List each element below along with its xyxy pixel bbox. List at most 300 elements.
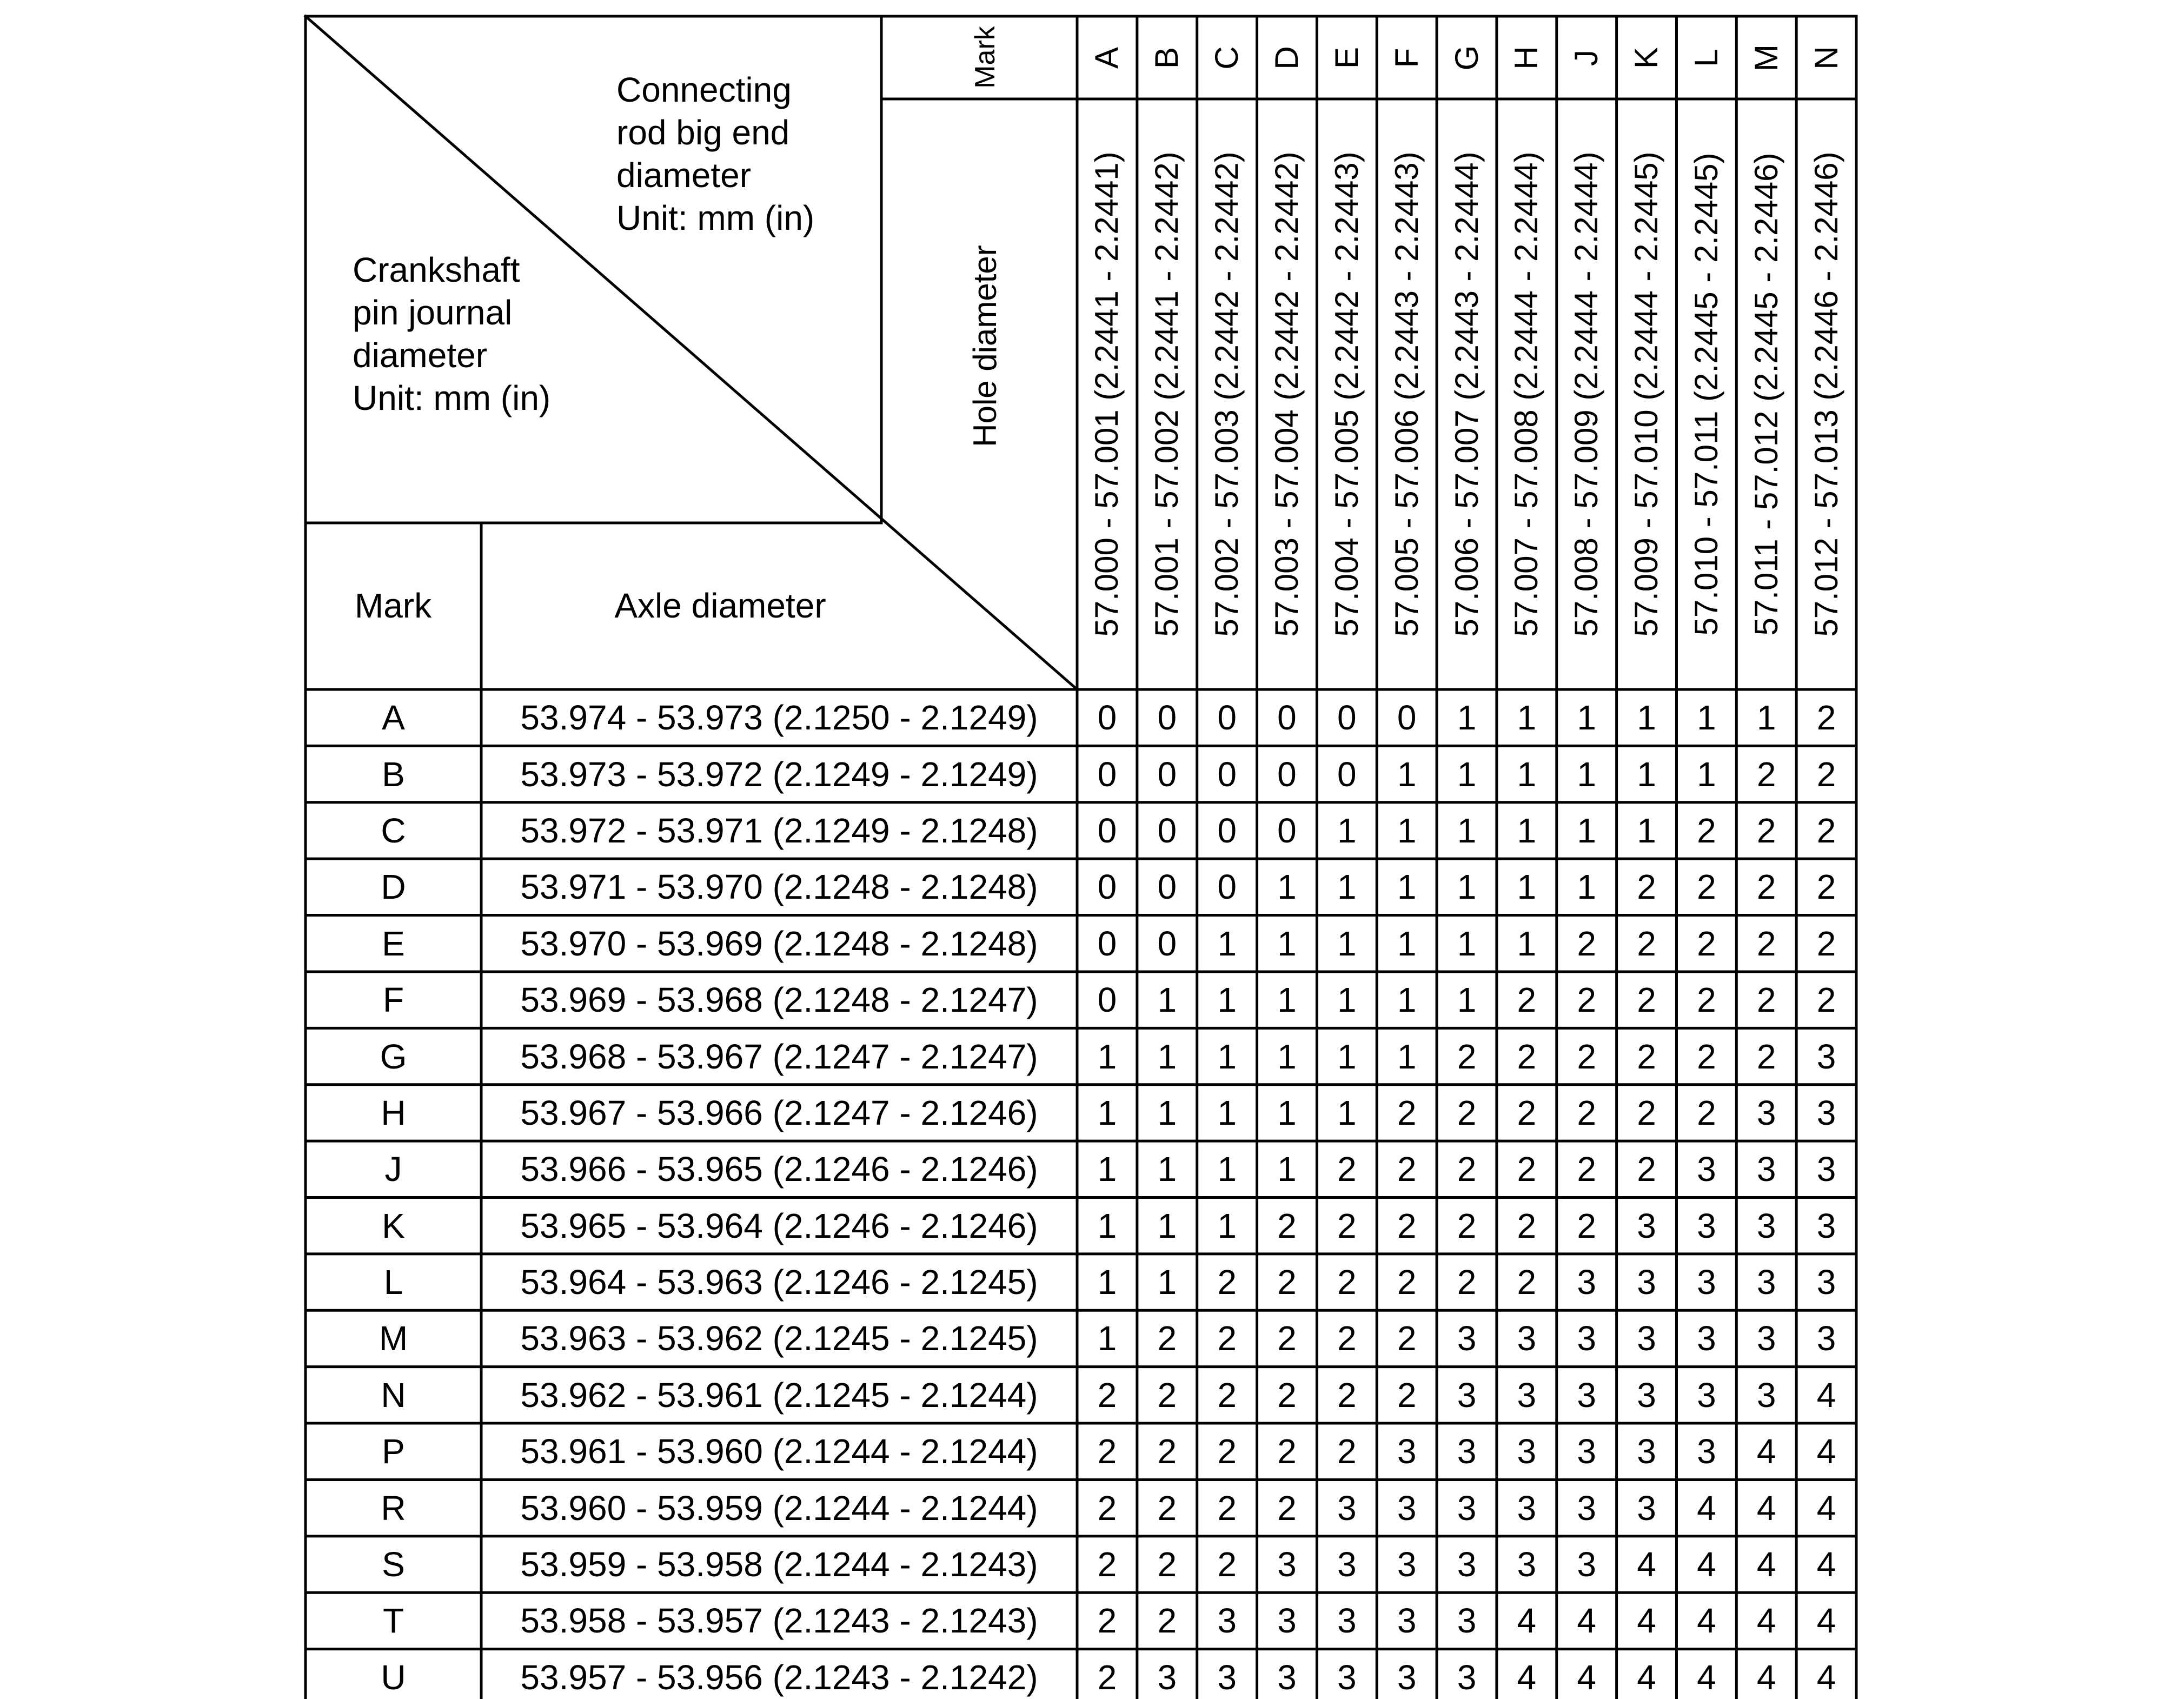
grade-cell: 3: [1157, 1657, 1177, 1697]
grade-cell: 1: [1157, 1037, 1177, 1076]
row-axle-diameter: 53.964 - 53.963 (2.1246 - 2.1245): [520, 1263, 1038, 1302]
grade-cell: 2: [1517, 1150, 1537, 1189]
grade-cell: 2: [1097, 1657, 1117, 1697]
grade-cell: 3: [1457, 1545, 1477, 1584]
grade-cell: 4: [1697, 1488, 1716, 1528]
grade-cell: 3: [1457, 1488, 1477, 1528]
grade-cell: 2: [1816, 867, 1836, 907]
grade-cell: 1: [1157, 980, 1177, 1020]
column-hole-diameter: 57.009 - 57.010 (2.2444 - 2.2445): [1628, 151, 1665, 637]
grade-cell: 3: [1277, 1657, 1297, 1697]
grade-cell: 2: [1217, 1319, 1237, 1358]
grade-cell: 2: [1816, 754, 1836, 794]
grade-cell: 3: [1397, 1488, 1417, 1528]
grade-cell: 0: [1217, 754, 1237, 794]
grade-cell: 4: [1816, 1657, 1836, 1697]
grade-cell: 1: [1577, 754, 1596, 794]
grade-cell: 2: [1697, 1037, 1716, 1076]
grade-cell: 1: [1397, 924, 1417, 963]
grade-cell: 1: [1397, 1037, 1417, 1076]
row-axle-diameter: 53.972 - 53.971 (2.1249 - 2.1248): [520, 811, 1038, 850]
grade-cell: 2: [1157, 1319, 1177, 1358]
grade-cell: 2: [1277, 1375, 1297, 1415]
grade-cell: 1: [1337, 980, 1357, 1020]
grade-cell: 1: [1756, 698, 1776, 738]
row-axle-diameter: 53.963 - 53.962 (2.1245 - 2.1245): [520, 1319, 1038, 1358]
grade-cell: 2: [1637, 1093, 1656, 1132]
grade-cell: 4: [1816, 1545, 1836, 1584]
column-hole-diameter: 57.002 - 57.003 (2.2442 - 2.2442): [1209, 151, 1245, 637]
grade-cell: 1: [1337, 811, 1357, 850]
row-mark: S: [382, 1545, 405, 1584]
grade-cell: 1: [1517, 924, 1537, 963]
grade-cell: 2: [1756, 924, 1776, 963]
column-hole-diameter: 57.010 - 57.011 (2.2445 - 2.2445): [1688, 152, 1724, 636]
grade-cell: 0: [1277, 698, 1297, 738]
grade-cell: 1: [1637, 698, 1656, 738]
grade-cell: 2: [1697, 980, 1716, 1020]
grade-cell: 1: [1097, 1263, 1117, 1302]
grade-cell: 1: [1217, 1206, 1237, 1245]
grade-cell: 1: [1097, 1319, 1117, 1358]
grade-cell: 2: [1816, 924, 1836, 963]
grade-cell: 0: [1217, 867, 1237, 907]
grade-cell: 0: [1157, 754, 1177, 794]
corner-upper-line-1: Connecting: [616, 70, 792, 109]
row-mark: F: [382, 980, 404, 1020]
row-axle-diameter: 53.967 - 53.966 (2.1247 - 2.1246): [520, 1093, 1038, 1132]
corner-upper-line-4: Unit: mm (in): [616, 198, 815, 237]
grade-cell: 2: [1756, 1037, 1776, 1076]
grade-cell: 2: [1397, 1375, 1417, 1415]
grade-cell: 1: [1097, 1037, 1117, 1076]
grade-cell: 2: [1217, 1263, 1237, 1302]
grade-cell: 3: [1577, 1319, 1596, 1358]
grade-cell: 3: [1517, 1545, 1537, 1584]
column-mark: E: [1328, 47, 1365, 69]
grade-cell: 1: [1217, 924, 1237, 963]
grade-cell: 2: [1457, 1093, 1477, 1132]
grade-cell: 2: [1397, 1093, 1417, 1132]
column-hole-diameter: 57.005 - 57.006 (2.2443 - 2.2443): [1388, 151, 1425, 637]
corner-lower-line-2: pin journal: [353, 293, 513, 332]
grade-cell: 1: [1457, 698, 1477, 738]
grade-cell: 2: [1517, 1206, 1537, 1245]
grade-cell: 3: [1756, 1206, 1776, 1245]
grade-cell: 2: [1277, 1263, 1297, 1302]
grade-cell: 3: [1816, 1150, 1836, 1189]
grade-cell: 3: [1577, 1545, 1596, 1584]
grade-cell: 0: [1157, 924, 1177, 963]
grade-cell: 2: [1577, 924, 1596, 963]
column-hole-diameter: 57.007 - 57.008 (2.2444 - 2.2444): [1508, 151, 1545, 637]
grade-cell: 2: [1637, 924, 1656, 963]
grade-cell: 2: [1397, 1206, 1417, 1245]
grade-cell: 3: [1337, 1545, 1357, 1584]
grade-cell: 2: [1756, 980, 1776, 1020]
row-axle-diameter: 53.957 - 53.956 (2.1243 - 2.1242): [520, 1657, 1038, 1697]
grade-cell: 3: [1697, 1375, 1716, 1415]
grade-cell: 4: [1517, 1657, 1537, 1697]
grade-cell: 3: [1697, 1319, 1716, 1358]
grade-cell: 1: [1397, 811, 1417, 850]
column-mark: L: [1688, 48, 1724, 67]
grade-cell: 4: [1816, 1432, 1836, 1471]
grade-cell: 2: [1337, 1432, 1357, 1471]
grade-cell: 2: [1277, 1432, 1297, 1471]
grade-cell: 0: [1337, 698, 1357, 738]
grade-cell: 2: [1517, 1263, 1537, 1302]
grade-cell: 2: [1517, 980, 1537, 1020]
grade-cell: 2: [1097, 1545, 1117, 1584]
row-mark: A: [382, 698, 405, 738]
grade-cell: 3: [1397, 1432, 1417, 1471]
grade-cell: 0: [1097, 754, 1117, 794]
grade-cell: 1: [1517, 754, 1537, 794]
grade-cell: 2: [1217, 1432, 1237, 1471]
grade-cell: 2: [1756, 867, 1776, 907]
column-hole-diameter: 57.012 - 57.013 (2.2446 - 2.2446): [1808, 151, 1844, 637]
grade-cell: 1: [1697, 698, 1716, 738]
row-mark: H: [381, 1093, 406, 1132]
grade-cell: 4: [1637, 1601, 1656, 1641]
grade-cell: 3: [1457, 1432, 1477, 1471]
grade-cell: 4: [1577, 1601, 1596, 1641]
grade-cell: 1: [1457, 867, 1477, 907]
column-mark: A: [1088, 47, 1125, 69]
grade-cell: 4: [1577, 1657, 1596, 1697]
grade-cell: 2: [1097, 1432, 1117, 1471]
grade-cell: 2: [1697, 924, 1716, 963]
grade-cell: 2: [1277, 1488, 1297, 1528]
grade-cell: 4: [1816, 1601, 1836, 1641]
grade-cell: 3: [1577, 1488, 1596, 1528]
grade-cell: 3: [1397, 1601, 1417, 1641]
row-mark: T: [382, 1601, 404, 1641]
grade-cell: 1: [1397, 754, 1417, 794]
grade-cell: 2: [1397, 1263, 1417, 1302]
grade-cell: 0: [1097, 980, 1117, 1020]
row-axle-diameter: 53.961 - 53.960 (2.1244 - 2.1244): [520, 1432, 1038, 1471]
grade-cell: 0: [1097, 811, 1117, 850]
grade-cell: 2: [1397, 1150, 1417, 1189]
grade-cell: 2: [1697, 867, 1716, 907]
corner-upper-line-2: rod big end: [616, 113, 790, 152]
corner-lower-label: [353, 249, 550, 420]
grade-cell: 3: [1397, 1545, 1417, 1584]
grade-cell: 3: [1637, 1319, 1656, 1358]
column-hole-diameter: 57.004 - 57.005 (2.2442 - 2.2443): [1328, 151, 1365, 637]
grade-cell: 3: [1756, 1093, 1776, 1132]
grade-cell: 1: [1277, 1093, 1297, 1132]
grade-cell: 1: [1457, 811, 1477, 850]
grade-cell: 4: [1756, 1488, 1776, 1528]
row-axle-diameter: 53.974 - 53.973 (2.1250 - 2.1249): [520, 698, 1038, 738]
grade-cell: 0: [1157, 698, 1177, 738]
grade-cell: 3: [1697, 1263, 1716, 1302]
grade-cell: 3: [1577, 1432, 1596, 1471]
grade-cell: 0: [1097, 867, 1117, 907]
grade-cell: 3: [1217, 1657, 1237, 1697]
grade-cell: 2: [1577, 1093, 1596, 1132]
grade-cell: 4: [1816, 1375, 1836, 1415]
grade-cell: 1: [1397, 867, 1417, 907]
axle-diameter-heading: Axle diameter: [614, 586, 826, 625]
grade-cell: 2: [1517, 1037, 1537, 1076]
grade-cell: 2: [1457, 1263, 1477, 1302]
row-axle-diameter: 53.960 - 53.959 (2.1244 - 2.1244): [520, 1488, 1038, 1528]
grade-cell: 0: [1217, 698, 1237, 738]
grade-cell: 2: [1157, 1488, 1177, 1528]
grade-cell: 3: [1756, 1150, 1776, 1189]
grade-cell: 4: [1517, 1601, 1537, 1641]
grade-cell: 3: [1816, 1263, 1836, 1302]
grade-cell: 3: [1577, 1375, 1596, 1415]
grade-cell: 2: [1637, 980, 1656, 1020]
column-mark: N: [1808, 45, 1844, 70]
column-mark-heading: Mark: [970, 26, 1001, 89]
grade-cell: 2: [1816, 811, 1836, 850]
grade-cell: 1: [1337, 867, 1357, 907]
row-axle-diameter: 53.962 - 53.961 (2.1245 - 2.1244): [520, 1375, 1038, 1415]
grade-cell: 0: [1277, 754, 1297, 794]
grade-cell: 1: [1277, 867, 1297, 907]
column-hole-diameter: 57.000 - 57.001 (2.2441 - 2.2441): [1088, 151, 1125, 637]
grade-cell: 1: [1337, 1037, 1357, 1076]
grade-cell: 4: [1697, 1601, 1716, 1641]
grade-cell: 2: [1157, 1432, 1177, 1471]
grade-cell: 2: [1457, 1206, 1477, 1245]
column-hole-diameter: 57.006 - 57.007 (2.2443 - 2.2444): [1448, 151, 1485, 637]
grade-cell: 2: [1097, 1375, 1117, 1415]
grade-cell: 4: [1637, 1657, 1656, 1697]
grade-cell: 3: [1756, 1375, 1776, 1415]
grade-cell: 0: [1097, 924, 1117, 963]
grade-cell: 3: [1816, 1037, 1836, 1076]
grade-cell: 4: [1756, 1601, 1776, 1641]
grade-cell: 2: [1337, 1319, 1357, 1358]
grade-cell: 1: [1637, 811, 1656, 850]
grade-cell: 2: [1337, 1206, 1357, 1245]
grade-cell: 2: [1097, 1601, 1117, 1641]
corner-lower-line-4: Unit: mm (in): [353, 379, 551, 417]
grade-cell: 2: [1217, 1488, 1237, 1528]
column-hole-diameter: 57.003 - 57.004 (2.2442 - 2.2442): [1268, 151, 1305, 637]
grade-cell: 1: [1157, 1263, 1177, 1302]
grade-cell: 1: [1277, 1150, 1297, 1189]
grade-cell: 1: [1097, 1093, 1117, 1132]
grade-cell: 2: [1097, 1488, 1117, 1528]
grade-cell: 2: [1277, 1206, 1297, 1245]
grade-cell: 2: [1637, 1037, 1656, 1076]
grade-cell: 2: [1517, 1093, 1537, 1132]
column-mark: C: [1209, 45, 1245, 70]
grade-cell: 2: [1457, 1037, 1477, 1076]
column-hole-diameter: 57.008 - 57.009 (2.2444 - 2.2444): [1568, 151, 1605, 637]
row-mark: B: [382, 754, 405, 794]
grade-cell: 1: [1337, 1093, 1357, 1132]
grade-cell: 1: [1097, 1150, 1117, 1189]
grade-cell: 4: [1756, 1657, 1776, 1697]
grade-cell: 3: [1457, 1657, 1477, 1697]
grade-cell: 3: [1457, 1601, 1477, 1641]
grade-cell: 3: [1697, 1206, 1716, 1245]
grade-cell: 3: [1756, 1263, 1776, 1302]
grade-cell: 2: [1577, 1206, 1596, 1245]
grade-cell: 1: [1217, 1150, 1237, 1189]
grade-cell: 2: [1637, 867, 1656, 907]
grade-cell: 1: [1157, 1150, 1177, 1189]
row-mark: J: [384, 1150, 402, 1189]
grade-cell: 2: [1637, 1150, 1656, 1189]
grade-cell: 3: [1517, 1375, 1537, 1415]
grade-cell: 2: [1577, 980, 1596, 1020]
grade-cell: 2: [1577, 1150, 1596, 1189]
corner-lower-line-3: diameter: [353, 336, 487, 375]
grade-cell: 3: [1816, 1093, 1836, 1132]
column-mark: F: [1388, 48, 1425, 68]
grade-cell: 1: [1397, 980, 1417, 1020]
grade-cell: 2: [1697, 1093, 1716, 1132]
grade-cell: 2: [1337, 1375, 1357, 1415]
grade-cell: 1: [1337, 924, 1357, 963]
row-axle-diameter: 53.966 - 53.965 (2.1246 - 2.1246): [520, 1150, 1038, 1189]
grade-cell: 2: [1577, 1037, 1596, 1076]
grade-cell: 1: [1157, 1093, 1177, 1132]
grade-cell: 3: [1756, 1319, 1776, 1358]
grade-cell: 2: [1397, 1319, 1417, 1358]
grade-cell: 1: [1577, 698, 1596, 738]
grade-cell: 2: [1697, 811, 1716, 850]
grade-cell: 1: [1517, 811, 1537, 850]
grade-cell: 2: [1756, 811, 1776, 850]
grade-cell: 2: [1217, 1375, 1237, 1415]
grade-cell: 3: [1217, 1601, 1237, 1641]
grade-cell: 3: [1637, 1206, 1656, 1245]
grade-cell: 3: [1397, 1657, 1417, 1697]
grade-cell: 2: [1157, 1375, 1177, 1415]
row-mark: M: [379, 1319, 408, 1358]
grade-cell: 3: [1277, 1545, 1297, 1584]
grade-cell: 1: [1577, 867, 1596, 907]
column-mark: G: [1448, 45, 1485, 70]
grade-cell: 1: [1097, 1206, 1117, 1245]
row-mark-heading: Mark: [354, 586, 432, 625]
grade-cell: 2: [1816, 980, 1836, 1020]
corner-lower-line-1: Crankshaft: [353, 250, 520, 289]
row-mark: E: [382, 924, 405, 963]
grade-cell: 0: [1157, 811, 1177, 850]
grade-cell: 2: [1157, 1545, 1177, 1584]
grade-cell: 1: [1637, 754, 1656, 794]
grade-cell: 2: [1217, 1545, 1237, 1584]
grade-cell: 1: [1157, 1206, 1177, 1245]
grade-cell: 3: [1697, 1432, 1716, 1471]
grade-cell: 3: [1277, 1601, 1297, 1641]
grade-cell: 3: [1517, 1488, 1537, 1528]
row-axle-diameter: 53.973 - 53.972 (2.1249 - 2.1249): [520, 754, 1038, 794]
grade-cell: 2: [1457, 1150, 1477, 1189]
grade-cell: 3: [1337, 1601, 1357, 1641]
column-mark: D: [1268, 45, 1305, 70]
corner-upper-label: [616, 69, 814, 240]
grade-cell: 3: [1637, 1432, 1656, 1471]
grade-cell: 1: [1457, 924, 1477, 963]
grade-cell: 3: [1697, 1150, 1716, 1189]
grade-cell: 3: [1337, 1657, 1357, 1697]
grade-cell: 4: [1756, 1545, 1776, 1584]
column-hole-diameter: 57.011 - 57.012 (2.2445 - 2.2446): [1748, 152, 1784, 636]
grade-cell: 0: [1217, 811, 1237, 850]
row-axle-diameter: 53.965 - 53.964 (2.1246 - 2.1246): [520, 1206, 1038, 1245]
grade-cell: 2: [1337, 1150, 1357, 1189]
grade-cell: 0: [1337, 754, 1357, 794]
grade-cell: 2: [1277, 1319, 1297, 1358]
row-axle-diameter: 53.970 - 53.969 (2.1248 - 2.1248): [520, 924, 1038, 963]
row-mark: N: [381, 1375, 406, 1415]
grade-cell: 4: [1756, 1432, 1776, 1471]
grade-cell: 4: [1816, 1488, 1836, 1528]
row-axle-diameter: 53.969 - 53.968 (2.1248 - 2.1247): [520, 980, 1038, 1020]
corner-upper-line-3: diameter: [616, 156, 751, 195]
column-hole-diameter: 57.001 - 57.002 (2.2441 - 2.2442): [1149, 151, 1185, 637]
row-mark: K: [382, 1206, 405, 1245]
grade-cell: 3: [1577, 1263, 1596, 1302]
grade-cell: 3: [1517, 1319, 1537, 1358]
column-mark: B: [1149, 47, 1185, 69]
grade-cell: 2: [1337, 1263, 1357, 1302]
column-mark: J: [1568, 49, 1605, 66]
grade-cell: 1: [1457, 980, 1477, 1020]
grade-cell: 2: [1756, 754, 1776, 794]
grade-cell: 0: [1277, 811, 1297, 850]
grade-cell: 2: [1816, 698, 1836, 738]
column-mark: M: [1748, 44, 1784, 71]
column-mark: H: [1508, 45, 1545, 70]
row-mark: L: [383, 1263, 403, 1302]
grade-cell: 3: [1517, 1432, 1537, 1471]
grade-cell: 1: [1217, 980, 1237, 1020]
row-mark: R: [381, 1488, 406, 1528]
grade-cell: 1: [1517, 867, 1537, 907]
grade-cell: 3: [1637, 1488, 1656, 1528]
row-mark: D: [381, 867, 406, 907]
grade-cell: 1: [1517, 698, 1537, 738]
grade-cell: 4: [1697, 1545, 1716, 1584]
row-mark: G: [380, 1037, 407, 1076]
row-mark: P: [382, 1432, 405, 1471]
grade-cell: 4: [1637, 1545, 1656, 1584]
column-mark: K: [1628, 47, 1665, 69]
grade-cell: 1: [1277, 924, 1297, 963]
grade-cell: 1: [1697, 754, 1716, 794]
grade-cell: 3: [1637, 1263, 1656, 1302]
grade-cell: 3: [1457, 1319, 1477, 1358]
grade-cell: 3: [1457, 1375, 1477, 1415]
hole-diameter-heading: Hole diameter: [967, 245, 1003, 447]
row-axle-diameter: 53.968 - 53.967 (2.1247 - 2.1247): [520, 1037, 1038, 1076]
grade-cell: 0: [1157, 867, 1177, 907]
grade-cell: 1: [1277, 1037, 1297, 1076]
grade-cell: 4: [1697, 1657, 1716, 1697]
row-axle-diameter: 53.959 - 53.958 (2.1244 - 2.1243): [520, 1545, 1038, 1584]
grade-cell: 3: [1816, 1319, 1836, 1358]
grade-cell: 0: [1397, 698, 1417, 738]
grade-cell: 1: [1217, 1037, 1237, 1076]
grade-cell: 1: [1457, 754, 1477, 794]
row-axle-diameter: 53.958 - 53.957 (2.1243 - 2.1243): [520, 1601, 1038, 1641]
grade-cell: 0: [1097, 698, 1117, 738]
